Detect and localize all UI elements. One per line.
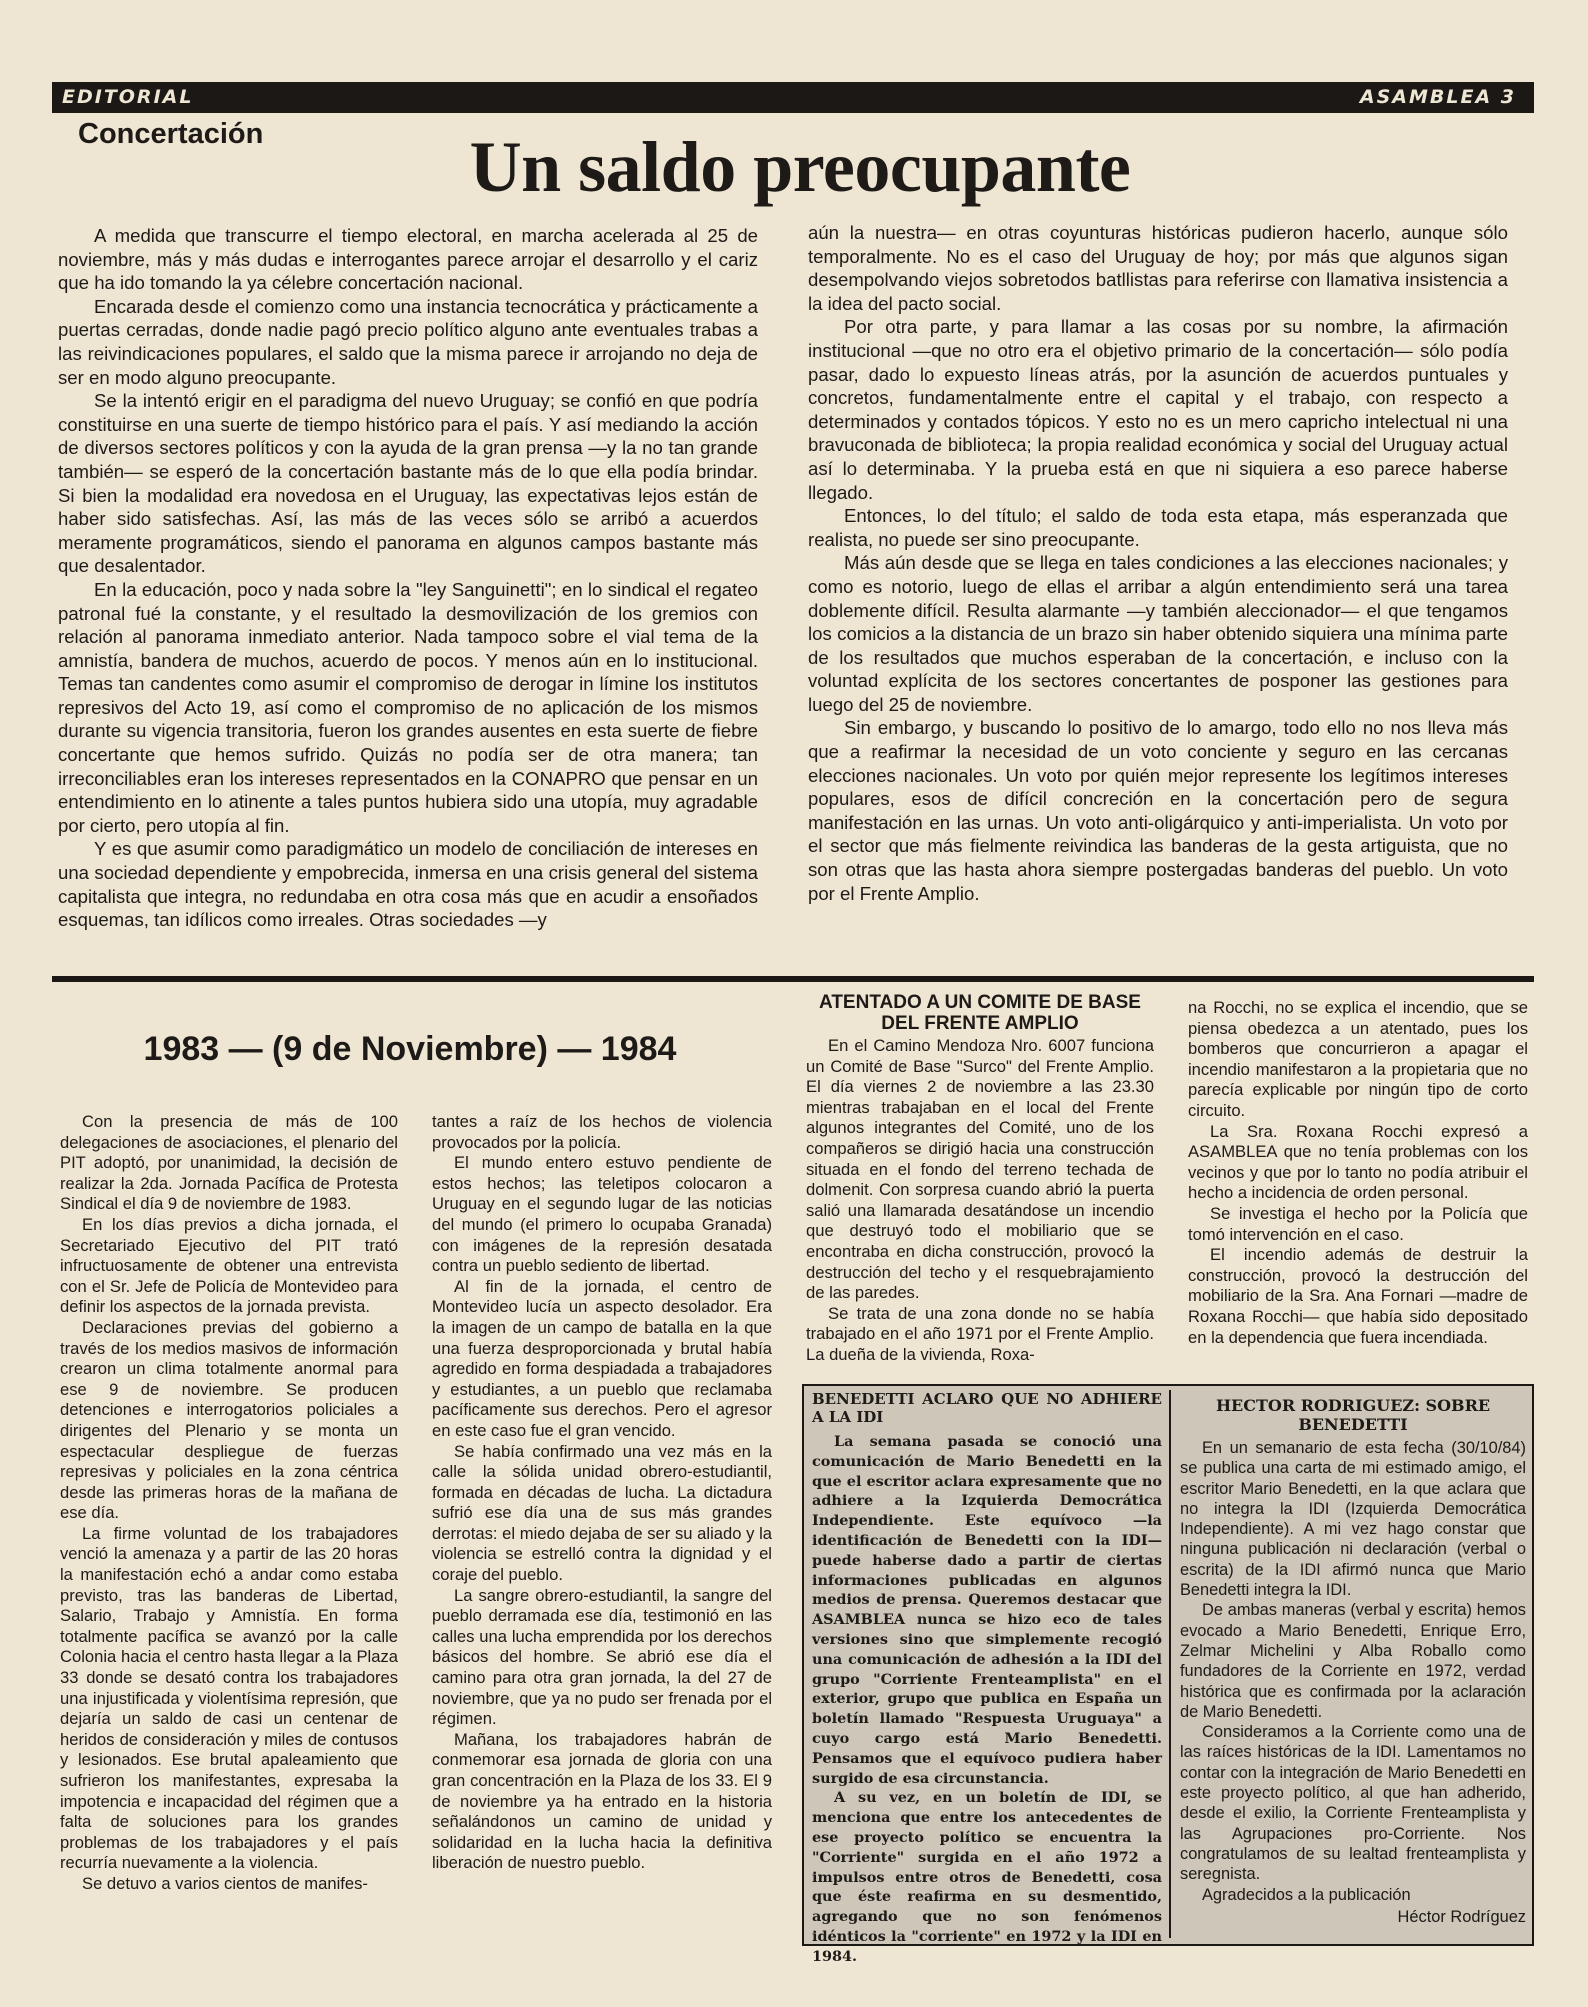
article-paragraph: La semana pasada se conoció una comunicación de Mario Benedetti en la que el escritor aclara expresamente que no adhiere a la Izquierda Democrática Independiente. Este equívoco —la identificación de Benedetti con la IDI— puede haberse dado a partir de ciertas informaciones publicadas en algunos medios de prensa. Queremos destacar que ASAMBLEA nunca se hizo eco de tales versiones sino que simplemente recogió una comunicación de adhesión a la IDI del grupo "Corriente Frenteamplista" en el exterior, grupo que publica en España un boletín llamado "Respuesta Uruguaya" a cuyo cargo está Mario Benedetti. Pensamos que el equívoco pudiera haber surgido de esa circunstancia. (812, 1433, 1162, 1787)
benedetti-article (812, 1390, 1162, 1967)
article-paragraph: El mundo entero estuvo pendiente de estos hechos; las teletipos colocaron a Uruguay en el segundo lugar de las noticias del mundo (el primero lo ocupaba Granada) con imágenes de la represión desatada contra un pueblo sediento de libertad. (432, 1153, 772, 1276)
letter-paragraph: En un semanario de esta fecha (30/10/84) se publica una carta de mi estimado amigo, el escritor Mario Benedetti, en la que aclara que no integra la IDI (Izquierda Democrática Independiente). A mi vez hago constar que ninguna publicación ni declaración (verbal o escrita) de la IDI afirmó nunca que Mario Benedetti integra la IDI. (1180, 1439, 1526, 1600)
atentado-column-1 (806, 1036, 1154, 1366)
editorial-kicker: Concertación (78, 118, 264, 150)
editorial-paragraph: Sin embargo, y buscando lo positivo de lo amargo, todo ello no nos lleva más que a reafirmar la necesidad de un voto conciente y seguro en las cercanas elecciones nacionales. Un voto por quién mejor represente los legítimos intereses populares, esos de difícil concreción en la concertación pero de segura manifestación en las urnas. Un voto anti-oligárquico y anti-imperialista. Un voto por el sector que más fielmente reivindica las banderas de la gesta artiguista, que no son otras que las hasta ahora siempre postergadas banderas del pueblo. Un voto por el Frente Amplio. (808, 717, 1508, 904)
editorial-paragraph: En la educación, poco y nada sobre la "ley Sanguinetti"; en lo sindical el regateo patronal fué la constante, y el resultado la desmovilización de los gremios con relación al panorama inmediato anterior. Nada tampoco sobre el vial tema de la amnistía, bandera de muchos, acuerdo de pocos. Y menos aún en lo institucional. Temas tan candentes como asumir el compromiso de derogar in límine los institutos represivos del Acto 19, así como el compromiso de no aplicación de los mismos durante su vigencia transitoria, fueron los grandes ausentes en esta suerte de fiebre concertante que hemos sufrido. Quizás no podía ser de otra manera; tan irreconciliables eran los intereses representados en la CONAPRO que pensar en un entendimiento en lo atinente a tales puntos hubiera sido una utopía, muy agradable por cierto, pero utopía al fin. (58, 578, 758, 836)
article-paragraph: Se había confirmado una vez más en la calle la sólida unidad obrero-estudiantil, formada en décadas de lucha. La dictadura sufrió ese día una de sus más grandes derrotas: el miedo dejaba de ser su aliado y la violencia se estrelló contra la dignidad y el coraje del pueblo. (432, 1441, 772, 1585)
editorial-paragraph: Por otra parte, y para llamar a las cosas por su nombre, la afirmación institucional —que no otro era el objetivo primario de la concertación— sólo podía pasar, dado lo expuesto líneas atrás, por la asunción de acuerdos puntuales y concretos, fundamentalmente entre el capital y el trabajo, con respecto a determinados y contados tópicos. Y esto no es un mero capricho intelectual ni una bravuconada de biblioteca; la propia realidad económica y social del Uruguay actual así lo determinaba. Y la prueba está en que ni siquiera a eso parece haberse llegado. (808, 316, 1508, 503)
editorial-paragraph: Se la intentó erigir en el paradigma del nuevo Uruguay; se confió en que podría constituirse en una suerte de tiempo histórico para el país. Y así mediando la acción de diversos sectores políticos y con la ayuda de la gran prensa —y la no tan grande también— se esperó de la concertación bastante más de lo que ella podía brindar. Si bien la modalidad era novedosa en el Uruguay, las expectativas lejos están de haber sido satisfechas. Así, las más de las veces sólo se arribó a acuerdos meramente programáticos, siendo el panorama en algunos campos bastante más que desalentador. (58, 390, 758, 577)
letter-paragraph: Agradecidos a la publicación (1202, 1885, 1411, 1904)
rodriguez-letter (1180, 1396, 1526, 1927)
atentado-headline: ATENTADO A UN COMITE DE BASE DEL FRENTE AMPLIO (819, 992, 1141, 1034)
masthead-label: ASAMBLEA 3 (1359, 86, 1516, 108)
benedetti-headline: BENEDETTI ACLARO QUE NO ADHIERE A LA IDI (812, 1390, 1162, 1426)
article-paragraph: La Sra. Roxana Rocchi expresó a ASAMBLEA que no tenía problemas con los vecinos y que por lo tanto no podía atribuir el hecho a incidencia de orden personal. (1188, 1121, 1528, 1203)
atentado-column-2 (1188, 998, 1528, 1348)
letter-paragraph: De ambas maneras (verbal y escrita) hemos evocado a Mario Benedetti, Enrique Erro, Zelmar Michelini y Alba Roballo como fundadores de la Corriente en 1972, verdad histórica que es confirmada por la aclaración de Mario Benedetti. (1180, 1601, 1526, 1721)
editorial-paragraph: Entonces, lo del título; el saldo de toda esta etapa, más esperanzada que realista, no puede ser sino preocupante. (808, 505, 1508, 550)
article-paragraph: La sangre obrero-estudiantil, la sangre del pueblo derramada ese día, testimonió en las calles una lucha emprendida por los derechos básicos del hombre. Se abrió ese día el camino para otra gran jornada, la del 27 de noviembre, que ya no pudo ser frenada por el régimen. (432, 1585, 772, 1729)
editorial-right-column (808, 221, 1508, 905)
anniversary-column-2 (432, 1112, 772, 1874)
rodriguez-headline: HECTOR RODRIGUEZ: SOBRE BENEDETTI (1215, 1396, 1491, 1434)
article-paragraph: En el Camino Mendoza Nro. 6007 funciona un Comité de Base "Surco" del Frente Amplio. El día viernes 2 de noviembre a las 23.30 mientras trabajaban en el local del Frente algunos integrantes del Comité, uno de los compañeros se dirigió hacia una construcción situada en el fondo del terreno techada de dolmenit. Con sorpresa cuando abrió la puerta salió una llamarada desatándose un incendio que destruyó todo el mobiliario que se encontraba en dicha construcción, provocó la destrucción del techo y el resquebrajamiento de las paredes. (806, 1036, 1154, 1303)
article-paragraph: Con la presencia de más de 100 delegaciones de asociaciones, el plenario del PIT adoptó, por unanimidad, la decisión de realizar la 2da. Jornada Pacífica de Protesta Sindical el día 9 de noviembre de 1983. (60, 1112, 398, 1214)
anniversary-column-1 (60, 1112, 398, 1895)
article-paragraph: na Rocchi, no se explica el incendio, que se piensa obedezca a un atentado, pues los bomberos que concurrieron a apagar el incendio manifestaron a la propietaria que no parecía explicable por ningún tipo de corto circuito. (1188, 998, 1528, 1120)
anniversary-title: 1983 — (9 de Noviembre) — 1984 (143, 1030, 677, 1068)
article-paragraph: En los días previos a dicha jornada, el Secretariado Ejecutivo del PIT trató infructuosamente de obtener una entrevista con el Sr. Jefe de Policía de Montevideo para definir los aspectos de la jornada prevista. (60, 1214, 398, 1317)
article-paragraph: tantes a raíz de los hechos de violencia provocados por la policía. (432, 1112, 772, 1152)
editorial-paragraph: aún la nuestra— en otras coyunturas históricas pudieron hacerlo, aunque sólo temporalmente. No es el caso del Uruguay de hoy; por más que algunos sigan desempolvando viejos sobretodos batllistas para referirse con llamativa insistencia a la idea del pacto social. (808, 222, 1508, 314)
letter-paragraph: Consideramos a la Corriente como una de las raíces históricas de la IDI. Lamentamos no contar con la integración de Mario Benedetti en este proyecto político, al que han adherido, desde el exilio, la Corriente Frenteamplista y las Agrupaciones pro-Corriente. Nos congratulamos de su lealtad frenteamplista y seregnista. (1180, 1723, 1526, 1884)
article-paragraph: Mañana, los trabajadores habrán de conmemorar esa jornada de gloria con una gran concentración en la Plaza de los 33. El 9 de noviembre ya ha entrado en la historia señalándonos un camino de unidad y solidaridad en la lucha hacia la definitiva liberación de nuestro pueblo. (432, 1729, 772, 1873)
editorial-headline: Un saldo preocupante (469, 127, 1131, 207)
editorial-paragraph: Y es que asumir como paradigmático un modelo de conciliación de intereses en una sociedad dependiente y empobrecida, inmersa en una crisis general del sistema capitalista que integra, no redundaba en otra cosa más que en acudir a ensoñados esquemas, tan idílicos como irreales. Otras sociedades —y (58, 838, 758, 931)
article-paragraph: Se investiga el hecho por la Policía que tomó intervención en el caso. (1188, 1203, 1528, 1244)
article-paragraph: Se trata de una zona donde no se había trabajado en el año 1971 por el Frente Amplio. La dueña de la vivienda, Roxa- (806, 1303, 1154, 1364)
article-paragraph: Al fin de la jornada, el centro de Montevideo lucía un aspecto desolador. Era la imagen de un campo de batalla en la que una fuerza desproporcionada y brutal había agredido en forma despiadada a trabajadores y estudiantes, a un pueblo que reclamaba pacíficamente sus derechos. Pero el agresor en este caso fue el gran vencido. (432, 1276, 772, 1440)
article-paragraph: Se detuvo a varios cientos de manifes- (82, 1873, 368, 1893)
editorial-paragraph: Más aún desde que se llega en tales condiciones a las elecciones nacionales; y como es notorio, luego de ellas el arribar a algún entendimiento será una tarea doblemente difícil. Resulta alarmante —y también aleccionador— el que tengamos los comicios a la distancia de un brazo sin haber obtenido siquiera una mínima parte de los resultados que muchos esperaban de la concertación, e incluso con la voluntad explícita de los sectores concertantes de posponer las gestiones para luego del 25 de noviembre. (808, 552, 1508, 715)
editorial-paragraph: Encarada desde el comienzo como una instancia tecnocrática y prácticamente a puertas cerradas, donde nadie pagó precio político alguno ante eventuales trabas a las reivindicaciones populares, el saldo que la misma parece ir arrojando no deja de ser en modo alguno preocupante. (58, 295, 758, 388)
header-band (52, 82, 1534, 113)
article-paragraph: La firme voluntad de los trabajadores venció la amenaza y a partir de las 20 horas la manifestación echó a andar como estaba previsto, tras las banderas de Libertad, Salario, Trabajo y Amnistía. En forma totalmente pacífica se avanzó por la calle Colonia hacia el centro hasta llegar a la Plaza 33 donde se desató contra los trabajadores una injustificada y violentísima represión, que dejaría un saldo de casi un centenar de heridos de consideración y miles de contusos y lesionados. Ese brutal apaleamiento que sufrieron los manifestantes, expresaba la impotencia e incapacidad del régimen que a falta de soluciones para los grandes problemas de los trabajadores y el país recurría nuevamente a la violencia. (60, 1523, 398, 1873)
box-divider (1169, 1390, 1171, 1938)
editorial-paragraph: A medida que transcurre el tiempo electoral, en marcha acelerada al 25 de noviembre, más y más dudas e interrogantes parece arrojar el desarrollo y el cariz que ha ido tomando la ya célebre concertación nacional. (58, 225, 758, 294)
section-divider (52, 976, 1534, 982)
editorial-left-column (58, 224, 758, 932)
letter-signature: Héctor Rodríguez (1397, 1907, 1526, 1926)
article-paragraph: El incendio además de destruir la construcción, provocó la destrucción del mobiliario de la Sra. Ana Fornari —madre de Roxana Rocchi— que había sido depositado en la dependencia que fuera incendiada. (1188, 1245, 1528, 1347)
article-paragraph: A su vez, en un boletín de IDI, se menciona que entre los antecedentes de ese proyecto político se encuentra la "Corriente" surgida en el año 1972 a impulsos entre otros de Benedetti, cosa que éste reafirma en su desmentido, agregando que no son fenómenos idénticos la "corriente" en 1972 y la IDI en 1984. (812, 1789, 1162, 1965)
article-paragraph: Declaraciones previas del gobierno a través de los medios masivos de información crearon un clima totalmente anormal para ese 9 de noviembre. Se producen detenciones e interrogatorios policiales a dirigentes del Plenario y se monta un espectacular despliegue de fuerzas represivas y policiales en la zona céntrica desde las primeras horas de la mañana de ese día. (60, 1317, 398, 1523)
section-label: EDITORIAL (62, 86, 194, 108)
